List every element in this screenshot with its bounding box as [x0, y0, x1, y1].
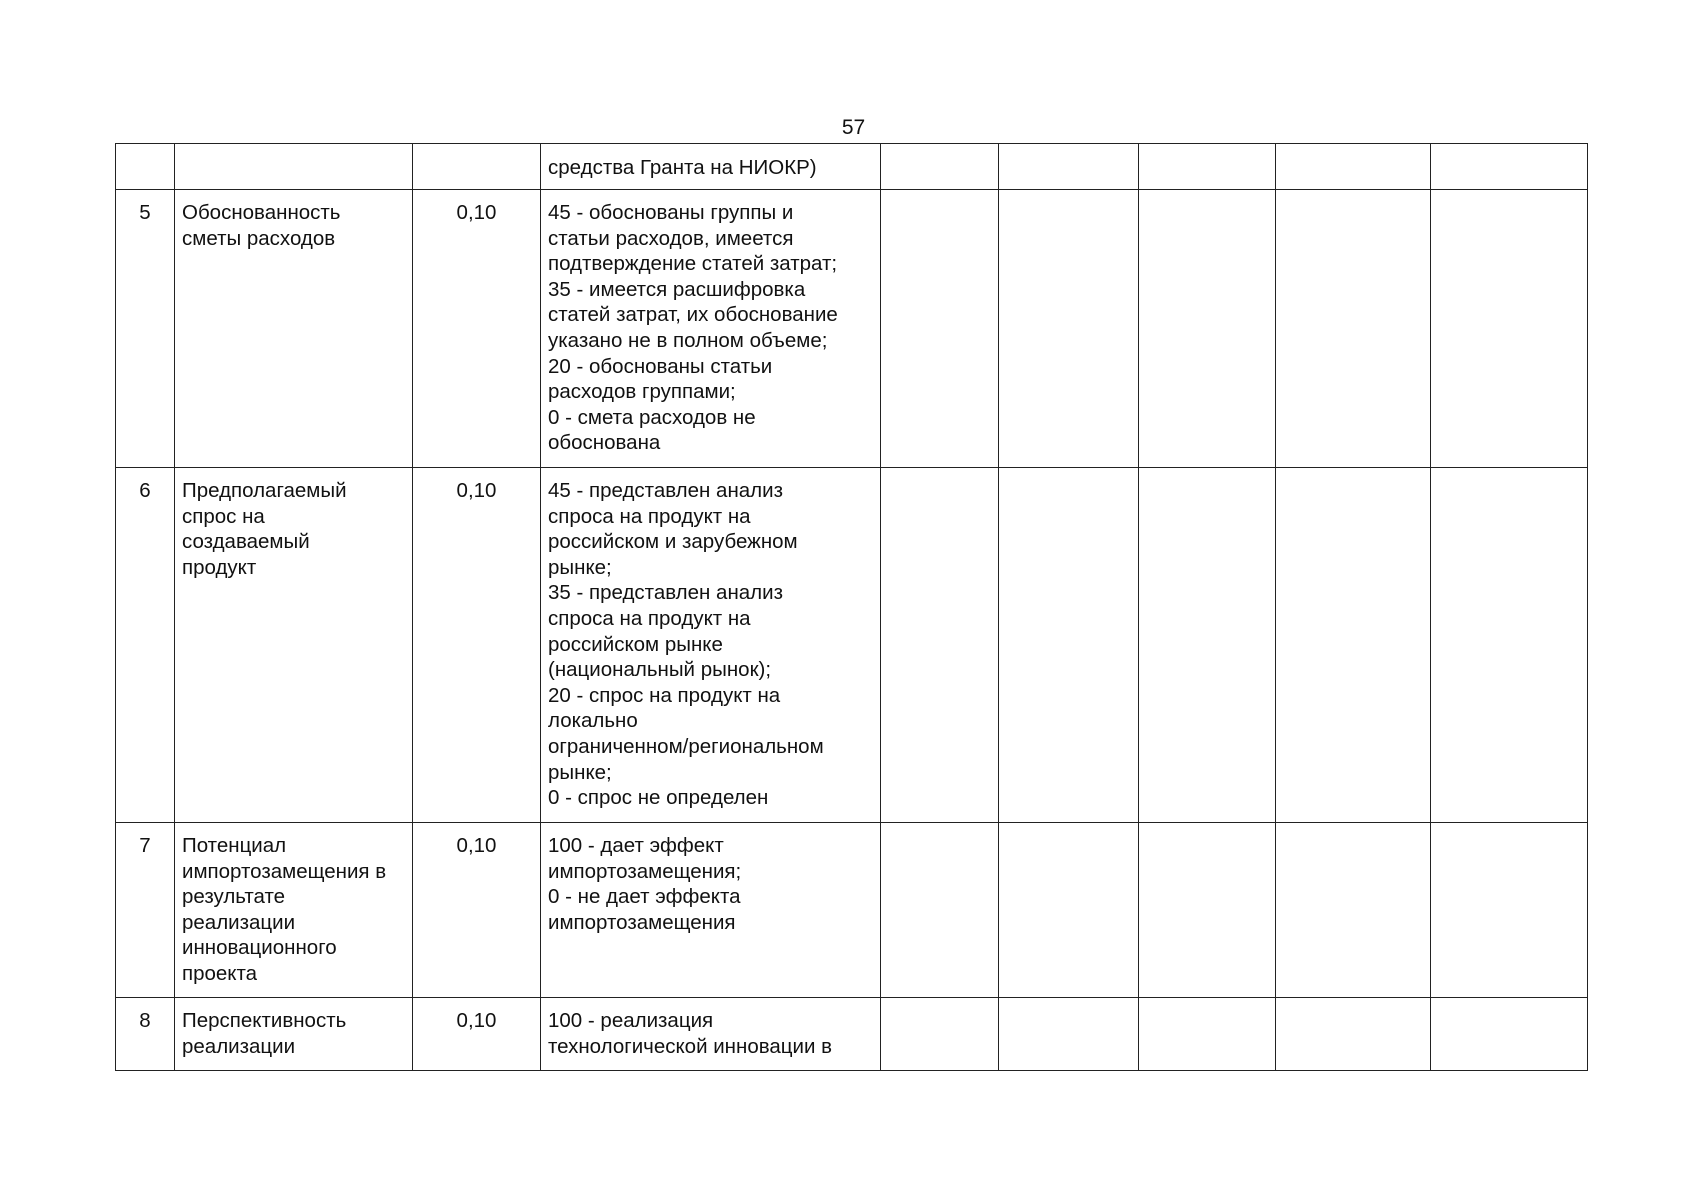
row-number-cell: 7	[116, 823, 175, 998]
weight-cell	[413, 144, 541, 190]
criterion-cell: Предполагаемый спрос на создаваемый продукт	[175, 468, 413, 823]
empty-cell	[1431, 998, 1588, 1071]
page-number: 57	[841, 116, 866, 139]
empty-cell	[999, 190, 1139, 468]
empty-cell	[1431, 190, 1588, 468]
empty-cell	[1276, 190, 1431, 468]
criterion-cell	[175, 144, 413, 190]
empty-cell	[999, 998, 1139, 1071]
table-row	[116, 998, 1588, 1071]
empty-cell	[881, 190, 999, 468]
row-number-cell: 8	[116, 998, 175, 1071]
scale-cell: 100 - дает эффект импортозамещения; 0 - не дает эффекта импортозамещения	[541, 823, 881, 998]
empty-cell	[1139, 190, 1276, 468]
table-row	[116, 468, 1588, 823]
empty-cell	[1139, 823, 1276, 998]
weight-cell: 0,10	[413, 998, 541, 1071]
empty-cell	[881, 144, 999, 190]
table-row	[116, 190, 1588, 468]
row-number-cell: 5	[116, 190, 175, 468]
weight-cell: 0,10	[413, 468, 541, 823]
scale-cell: средства Гранта на НИОКР)	[541, 144, 881, 190]
empty-cell	[1431, 144, 1588, 190]
table-row	[116, 823, 1588, 998]
row-number-cell: 6	[116, 468, 175, 823]
row-number-cell	[116, 144, 175, 190]
empty-cell	[999, 823, 1139, 998]
empty-cell	[1431, 823, 1588, 998]
empty-cell	[881, 998, 999, 1071]
weight-cell: 0,10	[413, 823, 541, 998]
table-row	[116, 144, 1588, 190]
weight-cell: 0,10	[413, 190, 541, 468]
scale-cell: 45 - представлен анализ спроса на продукт на российском и зарубежном рынке; 35 - представлен анализ спроса на продукт на российском рынке (национальный рынок); 20 - спрос на продукт на локально ограниченном/региональном рынке; 0 - спрос не определен	[541, 468, 881, 823]
criterion-cell: Обоснованность сметы расходов	[175, 190, 413, 468]
empty-cell	[1431, 468, 1588, 823]
scale-cell: 100 - реализация технологической инновации в	[541, 998, 881, 1071]
empty-cell	[1276, 998, 1431, 1071]
criterion-cell: Перспективность реализации	[175, 998, 413, 1071]
empty-cell	[881, 823, 999, 998]
empty-cell	[1276, 823, 1431, 998]
empty-cell	[1139, 468, 1276, 823]
empty-cell	[999, 468, 1139, 823]
empty-cell	[1276, 144, 1431, 190]
criterion-cell: Потенциал импортозамещения в результате реализации инновационного проекта	[175, 823, 413, 998]
empty-cell	[1139, 144, 1276, 190]
scale-cell: 45 - обоснованы группы и статьи расходов, имеется подтверждение статей затрат; 35 - имеется расшифровка статей затрат, их обоснование указано не в полном объеме; 20 - обоснованы статьи расходов группами; 0 - смета расходов не обоснована	[541, 190, 881, 468]
criteria-table	[115, 143, 1588, 1071]
empty-cell	[1139, 998, 1276, 1071]
empty-cell	[1276, 468, 1431, 823]
empty-cell	[881, 468, 999, 823]
empty-cell	[999, 144, 1139, 190]
